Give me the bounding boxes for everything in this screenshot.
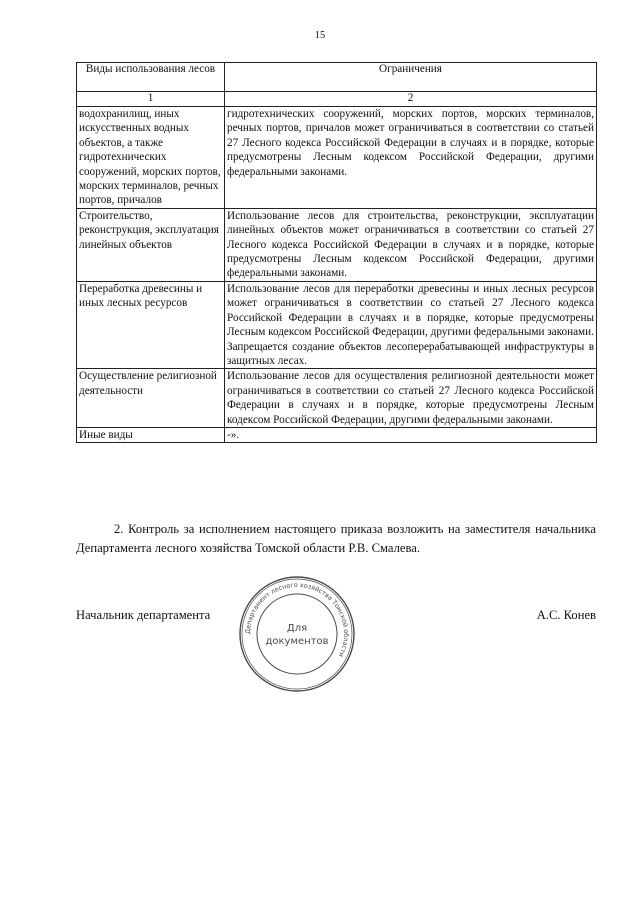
table-header-row — [77, 63, 597, 92]
restriction-text: -». — [227, 428, 240, 441]
header-forest-use-types: Виды использования лесов — [77, 63, 225, 92]
table-row — [77, 208, 597, 281]
stamp-center-line-1: Для — [286, 623, 308, 634]
forest-use-cell: Осуществление религиозной деятельности — [77, 369, 225, 428]
forest-use-cell: Иные виды — [77, 427, 225, 442]
restriction-text: Использование лесов для переработки древесины и иных лесных ресурсов может ограничиваться в соответствии со статьей 27 Лесного кодекса Российской Федерации в случаях и в порядке, которые предусмотрены Лесным кодексом Российской Федерации, другими федеральными законами. — [227, 282, 594, 339]
restriction-text: Запрещается создание объектов лесоперерабатывающей инфраструктуры в защитных лесах. — [227, 340, 594, 367]
table-row — [77, 281, 597, 368]
restriction-text: Использование лесов для строительства, реконструкции, эксплуатации линейных объектов может ограничиваться в соответствии со статьей 27 Лесного кодекса Российской Федерации в случаях и в порядке, которые предусмотрены Лесным кодексом Российской Федерации, другими федеральными законами. — [227, 209, 594, 280]
forest-use-cell: Строительство, реконструкция, эксплуатация линейных объектов — [77, 208, 225, 281]
restriction-text: Использование лесов для осуществления религиозной деятельности может ограничиваться в соответствии со статьей 27 Лесного кодекса Российской Федерации в случаях и в порядке, которые предусмотрены Лесным кодексом Российской Федерации, другими федеральными законами. — [227, 370, 594, 426]
signatory-position: Начальник департамента — [76, 608, 211, 622]
restriction-text: гидротехнических сооружений, морских портов, морских терминалов, речных портов, причалов может ограничиваться в соответствии со статьей 27 Лесного кодекса Российской Федерации в случаях и в порядке, которые предусмотрены Лесным кодексом Российской Федерации, другими федеральными законами. — [227, 108, 594, 178]
official-stamp — [238, 575, 356, 693]
column-number-2: 2 — [225, 92, 597, 107]
restriction-cell — [225, 427, 597, 442]
restriction-cell — [225, 369, 597, 428]
column-number-row — [77, 92, 597, 107]
signatory-name: А.С. Конев — [536, 608, 596, 622]
forest-use-cell: Переработка древесины и иных лесных ресурсов — [77, 281, 225, 368]
column-number-1: 1 — [77, 92, 225, 107]
control-paragraph: 2. Контроль за исполнением настоящего приказа возложить на заместителя начальника Департамента лесного хозяйства Томской области Р.В. Смалева. — [76, 522, 596, 555]
table-row — [77, 369, 597, 428]
table-row — [77, 427, 597, 442]
stamp-center-line-2: документов — [265, 636, 329, 647]
restriction-cell — [225, 281, 597, 368]
restriction-cell — [225, 208, 597, 281]
forest-use-cell: водохранилищ, иных искусственных водных объектов, а также гидротехнических сооружений, морских портов, морских терминалов, речных портов, причалов — [77, 107, 225, 209]
header-restrictions: Ограничения — [225, 63, 597, 92]
page-number: 15 — [314, 30, 326, 41]
restrictions-table — [76, 62, 597, 443]
restriction-cell — [225, 107, 597, 209]
table-row — [77, 107, 597, 209]
stamp-ring-text: Департамент лесного хозяйства Томской области — [243, 580, 351, 659]
